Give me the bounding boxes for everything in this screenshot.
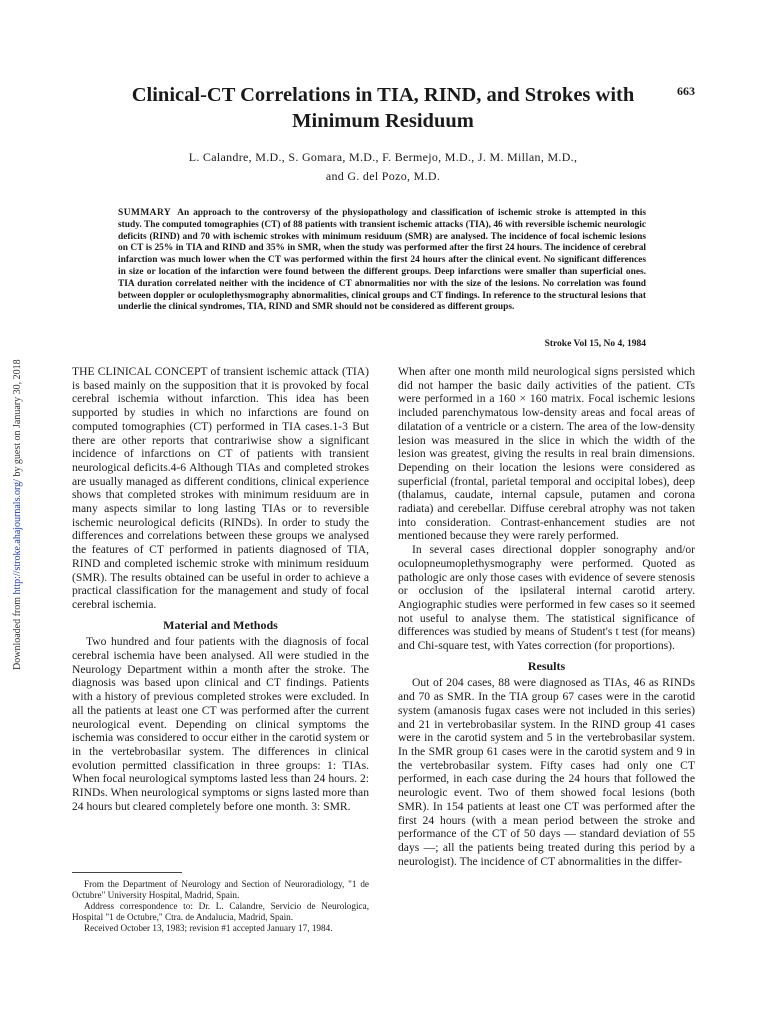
results-heading: Results (527, 658, 566, 673)
download-prefix: Downloaded from (12, 594, 23, 670)
abstract (118, 208, 646, 314)
article-title: Clinical-CT Correlations in TIA, RIND, and Strokes with Minimum Residuum (131, 84, 635, 132)
footnote-divider (72, 872, 182, 873)
right-column (398, 365, 695, 868)
download-suffix: by guest on January 30, 2018 (12, 359, 23, 480)
doppler-paragraph: In several cases directional doppler sonography and/or oculopneumoplethysmography were performed. Quoted as pathologic are only those cases with evidence of severe stenosis or occlusion of the ipsilateral internal carotid artery. Angiographic studies were performed in few cases so it seemed not useful to analyse them. The statistical significance of differences was studied by means of Student's t test (for means) and Chi-square test, with Yates correction (for proportions). (398, 543, 695, 653)
footnote-received: Received October 13, 1983; revision #1 accepted January 17, 1984. (84, 923, 333, 933)
footnote (72, 879, 369, 934)
authors-line-1: L. Calandre, M.D., S. Gomara, M.D., F. Bermejo, M.D., J. M. Millan, M.D., (188, 150, 578, 164)
journal-citation: Stroke Vol 15, No 4, 1984 (544, 339, 646, 349)
methods-continued-paragraph: When after one month mild neurological signs persisted which did not hamper the basic daily activities of the patient. CTs were performed in a 160 × 160 matrix. Focal ischemic lesions included parenchymatous low-density areas and focal areas of dilatation of a ventricle or a cistern. The area of the low-density lesion was measured in the slice in which the width of the lesion was greatest, giving the results in real brain dimensions. Depending on their location the lesions were considered as superficial (frontal, parietal temporal and occipital lobes), deep (thalamus, caudate, internal capsule, putamen and corona radiata) and cerebellar. Diffuse cerebral atrophy was not taken into consideration. Contrast-enhancement studies are not mentioned because they were rarely performed. (398, 365, 695, 543)
methods-paragraph: Two hundred and four patients with the diagnosis of focal cerebral ischemia have been analysed. All were studied in the Neurology Department within a month after the stroke. The diagnosis was based upon clinical and CT findings. Patients with a history of previous completed strokes were excluded. In all the patients at least one CT was performed after the current neurological event. Depending on clinical symptoms the ischemia was considered to occur either in the carotid system or in the vertebrobasilar system. The differences in clinical evolution permitted classification in three groups: 1: TIAs. When focal neurological symptoms lasted less than 24 hours. 2: RINDs. When neurological symptoms or signs lasted more than 24 hours but cleared completely before one month. 3: SMR. (72, 635, 369, 813)
page-number: 663 (677, 84, 695, 98)
methods-heading: Material and Methods (163, 617, 278, 632)
left-column (72, 365, 369, 814)
download-watermark (12, 359, 23, 670)
author-list (90, 148, 676, 186)
abstract-label: SUMMARY (118, 208, 172, 218)
abstract-text: An approach to the controversy of the physiopathology and classification of ischemic stroke is attempted in this study. The computed tomographies (CT) of 88 patients with transient ischemic attacks (TIA), 46 with reversible ischemic neurologic deficits (RIND) and 70 with ischemic strokes with minimum residuum (SMR) are analysed. The incidence of focal ischemic lesions on CT is 25% in TIA and RIND and 35% in SMR, when the study was performed after the first 24 hours. The incidence of cerebral infarction was much lower when the CT was performed within the first 24 hours after the clinical event. No significant differences in size or location of the infarction were found between the different groups. Deep infarctions were smaller than superficial ones. TIA duration correlated neither with the incidence of CT abnormalities nor with the size of the lesions. No correlation was found between doppler or oculoplethysmography abnormalities, clinical groups and CT findings. In reference to the structural lesions that underlie the clinical syndromes, TIA, RIND and SMR should not be considered as different groups. (118, 208, 646, 313)
results-paragraph: Out of 204 cases, 88 were diagnosed as TIAs, 46 as RINDs and 70 as SMR. In the TIA group 67 cases were in the carotid system (amanosis fugax cases were not included in this series) and 21 in vertebrobasilar system. In the RIND group 41 cases were in the carotid system and 5 in the vertebrobasilar system. In the SMR group 61 cases were in the carotid system and 9 in the vertebrobasilar system. Fifty cases had only one CT performed, in each case during the 24 hours that followed the neurologic event. Two of them showed focal lesions (both SMR). In 154 patients at least one CT was performed after the first 24 hours (with a mean period between the stroke and performance of the CT of 50 days — standard deviation of 55 days —; all the patients being treated during this period by a neurologist). The incidence of CT abnormalities in the differ- (398, 676, 695, 868)
footnote-affiliation: From the Department of Neurology and Section of Neuroradiology, "1 de Octubre" University Hospital, Madrid, Spain. (72, 879, 369, 900)
download-link[interactable]: http://stroke.ahajournals.org/ (12, 479, 23, 595)
authors-line-2: and G. del Pozo, M.D. (325, 169, 441, 183)
introduction-paragraph: THE CLINICAL CONCEPT of transient ischemic attack (TIA) is based mainly on the supposition that it is provoked by focal cerebral ischemia without infarction. This idea has been supported by studies in which no infarctions are found on computed tomographies (CT) performed in TIA cases.1-3 But there are other reports that contrariwise show a significant incidence of infarctions on CT of patients with transient neurological deficits.4-6 Although TIAs and completed strokes are usually managed as different conditions, clinical experience shows that completed strokes with minimum residuum are in many aspects similar to long lasting TIAs or to reversible ischemic neurological deficits (RINDs). In order to study the differences and correlations between these groups we analysed the features of CT performed in patients diagnosed of TIA, RIND and completed ischemic stroke with minimum residuum (SMR). The results obtained can be useful in order to achieve a practical classification for the management and study of focal cerebral ischemia. (72, 365, 369, 611)
footnote-correspondence: Address correspondence to: Dr. L. Calandre, Servicio de Neurologica, Hospital "1 de Octubre," Ctra. de Andalucia, Madrid, Spain. (72, 901, 369, 922)
